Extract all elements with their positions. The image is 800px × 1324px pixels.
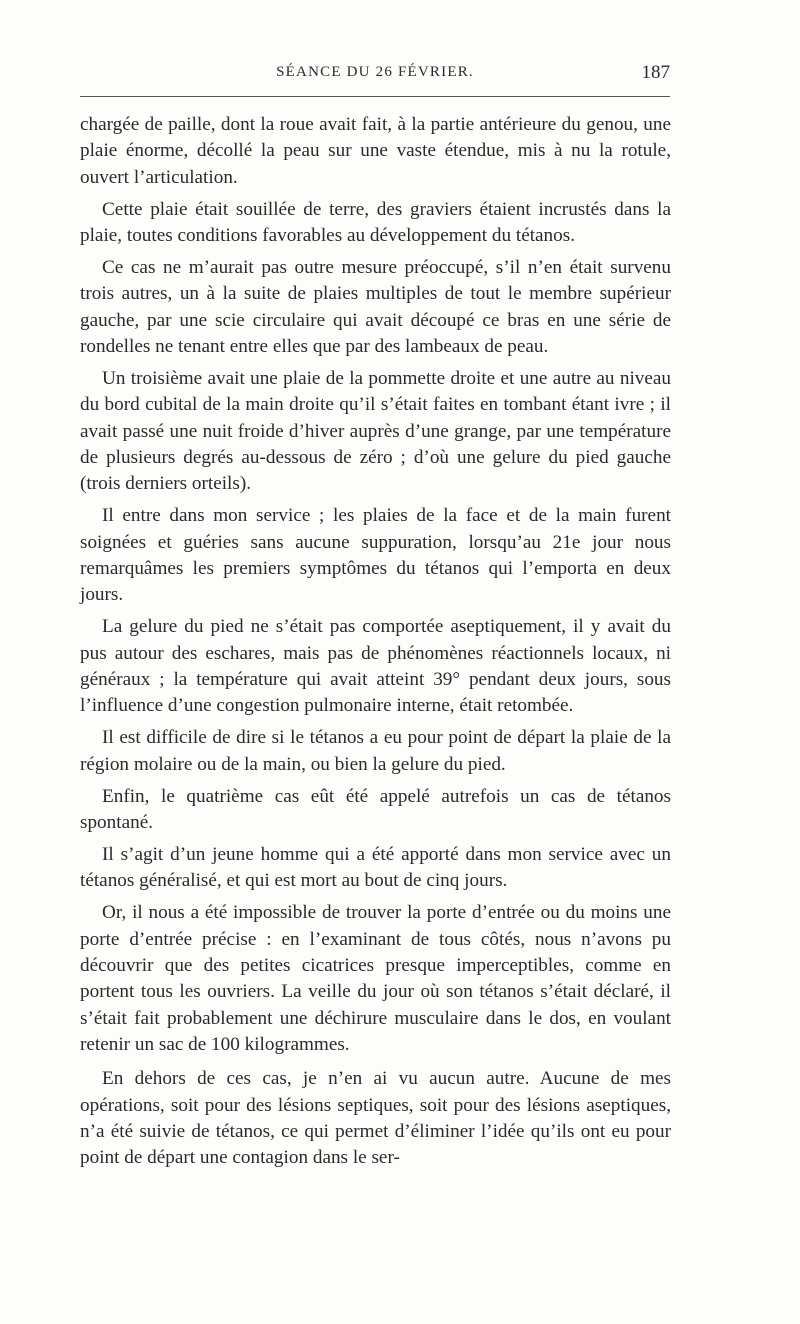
- paragraph-4: Un troisième avait une plaie de la pommette droite et une autre au niveau du bord cubital de la main droite qu’il s’était faites en tombant étant ivre ; il avait passé une nuit froide d’hiver auprès d’une grange, par une température de plusieurs degrés au-dessous de zéro ; d’où une gelure du pied gauche (trois derniers orteils).: [80, 368, 671, 495]
- paragraph-11: En dehors de ces cas, je n’en ai vu aucun autre. Aucune de mes opérations, soit pour des lésions septiques, soit pour des lésions aseptiques, n’a été suivie de tétanos, ce qui permet d’éliminer l’idée qu’ils ont eu pour point de départ une contagion dans le ser-: [80, 1068, 671, 1169]
- paragraph-6: La gelure du pied ne s’était pas comportée aseptiquement, il y avait du pus autour des eschares, mais pas de phénomènes réactionnels locaux, ni généraux ; la température qui avait atteint 39° pendant deux jours, sous l’influence d’une congestion pulmonaire interne, était retombée.: [80, 616, 671, 717]
- header-rule: [80, 96, 670, 97]
- paragraph-8: Enfin, le quatrième cas eût été appelé autrefois un cas de tétanos spontané.: [80, 785, 671, 833]
- paragraph-5: Il entre dans mon service ; les plaies de la face et de la main furent soignées et guéries sans aucune suppuration, lorsqu’au 21e jour nous remarquâmes les premiers symptômes du tétanos qui l’emporta en deux jours.: [80, 505, 671, 606]
- paragraph-9: Il s’agit d’un jeune homme qui a été apporté dans mon service avec un tétanos généralisé, et qui est mort au bout de cinq jours.: [80, 844, 671, 892]
- paragraph-7: Il est difficile de dire si le tétanos a eu pour point de départ la plaie de la région molaire ou de la main, ou bien la gelure du pied.: [80, 727, 671, 775]
- paragraph-1: chargée de paille, dont la roue avait fait, à la partie antérieure du genou, une plaie énorme, décollé la peau sur une vaste étendue, mis à nu la rotule, ouvert l’articulation.: [80, 114, 671, 188]
- paragraph-3: Ce cas ne m’aurait pas outre mesure préoccupé, s’il n’en était survenu trois autres, un à la suite de plaies multiples de tout le membre supérieur gauche, par une scie circulaire qui avait découpé ce bras en une série de rondelles ne tenant entre elles que par des lambeaux de peau.: [80, 257, 671, 357]
- paragraph-2: Cette plaie était souillée de terre, des graviers étaient incrustés dans la plaie, toutes conditions favorables au développement du tétanos.: [80, 198, 671, 246]
- page-number: 187: [641, 62, 670, 83]
- paragraph-10: Or, il nous a été impossible de trouver la porte d’entrée ou du moins une porte d’entrée précise : en l’examinant de tous côtés, nous n’avons pu découvrir que des petites cicatrices presque imperceptibles, comme en portent tous les ouvriers. La veille du jour où son tétanos s’était déclaré, il s’était fait probablement une déchirure musculaire dans le dos, en voulant retenir un sac de 100 kilogrammes.: [80, 902, 671, 1055]
- running-head: [80, 62, 670, 86]
- body-text: [80, 112, 671, 1177]
- running-title: SÉANCE DU 26 FÉVRIER.: [276, 64, 474, 80]
